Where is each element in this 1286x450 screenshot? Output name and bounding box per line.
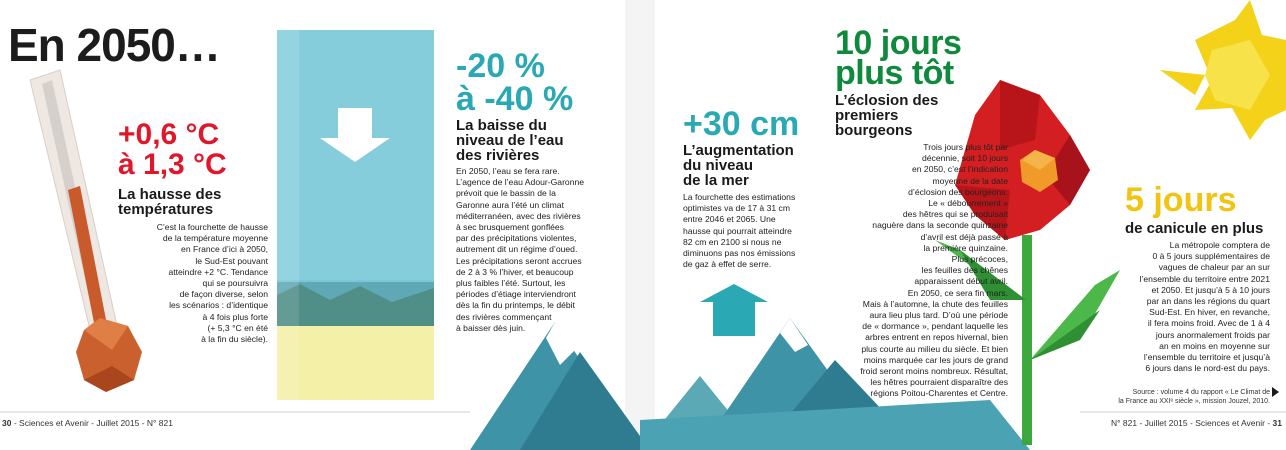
footer-left-page-number: 30 — [2, 418, 12, 428]
temperature-subtitle-line2: températures — [118, 201, 214, 218]
buds-subtitle-line2: premiers — [835, 107, 899, 124]
buds-text: Trois jours plus tôt par décennie, soit 10 jours en 2050, c’est l’indication moyenne de la date d’éclosion des bourgeons. Le « débourrement » des hêtres qui se produisait naguère dans la seconde quinzaine d’avril est déjà passé à la première quinzaine. Plus précoces, les feuilles des chênes apparaissent début avril. En 2050, ce sera fin mars. Mais à l’automne, la chute des feuilles aura lieu plus tard. D’où une période de « dormance », pendant laquelle les arbres entrent en repos hivernal, bien plus courte au milieu du siècle. Et bien moins marquée car les jours de grand froid seront moins nombreux. Résultat, les hêtres pourraient disparaître des régions Poitou-Charentes et Centre. — [860, 142, 1008, 399]
buds-figure — [835, 24, 962, 92]
rivers-figure-line1: -20 % — [456, 47, 545, 85]
temperature-subtitle-line1: La hausse des — [118, 186, 222, 203]
up-arrow-icon — [700, 284, 768, 336]
rivers-figure — [456, 47, 574, 118]
sea-subtitle-line1: L’augmentation — [683, 142, 794, 159]
sea-subtitle-line3: de la mer — [683, 172, 749, 189]
rivers-subtitle-line2: niveau de l’eau — [456, 132, 564, 149]
sea-subtitle — [683, 143, 794, 188]
buds-subtitle-line3: bourgeons — [835, 122, 913, 139]
water-column-illustration — [277, 30, 434, 400]
rivers-text: En 2050, l’eau se fera rare. L’agence de l’eau Adour-Garonne prévoit que le bassin de la Garonne aura l’été un climat méditerranéen, avec des rivières à sec brusquement gonflées par des précipitations violentes, autrement dit un régime d’oued. Les précipitations seront accrues de 2 à 3 % l’hiver, et beaucoup plus faibles l’été. Surtout, les périodes d’étiage interviendront dès la fin du printemps, le débit des rivières commençant à baisser dès juin. — [456, 166, 585, 333]
heatwave-source: Source : volume 4 du rapport « Le Climat de la France au XXIᵉ siècle », mission Jouzel, 2010. — [1118, 389, 1270, 405]
temperature-figure — [118, 120, 227, 180]
heatwave-text: La métropole comptera de 0 à 5 jours supplémentaires de vagues de chaleur par an sur l’ensemble du territoire entre 2021 et 2050. Et jusqu’à 5 à 10 jours par an dans les régions du quart Sud-Est. En hiver, en revanche, il fera moins froid. Avec de 1 à 4 jours anormalement froids par an en moins en moyenne sur l’ensemble du territoire et jusqu’à 6 jours dans le nord-est du pays. — [1139, 240, 1270, 374]
heatwave-subtitle: de canicule en plus — [1125, 220, 1264, 237]
footer-right-page-number: 31 — [1272, 418, 1282, 428]
sea-figure: +30 cm — [683, 105, 800, 143]
footer-left-text: - Sciences et Avenir - Juillet 2015 - N° 821 — [11, 418, 173, 428]
buds-subtitle-line1: L’éclosion des — [835, 92, 939, 109]
buds-subtitle — [835, 93, 938, 138]
sea-text: La fourchette des estimations optimistes va de 17 à 31 cm entre 2046 et 2065. Une hausse qui pourrait atteindre 82 cm en 2100 si nous ne diminuons pas nos émissions de gaz à effet de serre. — [683, 192, 796, 270]
temperature-text: C’est la fourchette de hausse de la température moyenne en France d’ici à 2050, le Sud-Est pouvant atteindre +2 °C. Tendance qui se poursuivra de façon diverse, selon les scénarios : d’identique à 4 fois plus forte (+ 5,3 °C en été à la fin du siècle). — [156, 222, 268, 345]
temperature-figure-line2: à 1,3 °C — [118, 148, 227, 181]
footer-left — [2, 418, 173, 428]
buds-figure-line1: 10 jours — [835, 24, 962, 62]
temperature-figure-line1: +0,6 °C — [118, 118, 220, 151]
rivers-subtitle — [456, 118, 564, 163]
rivers-subtitle-line3: des rivières — [456, 147, 540, 164]
footer-right — [1111, 418, 1282, 428]
sea-subtitle-line2: du niveau — [683, 157, 754, 174]
next-page-arrow-icon[interactable] — [1272, 387, 1279, 397]
rivers-figure-line2: à -40 % — [456, 80, 574, 118]
heatwave-figure: 5 jours — [1125, 181, 1237, 219]
sun-illustration — [1160, 0, 1286, 140]
rivers-subtitle-line1: La baisse du — [456, 117, 547, 134]
page-headline: En 2050… — [8, 19, 220, 71]
buds-figure-line2: plus tôt — [835, 54, 954, 92]
temperature-subtitle — [118, 187, 221, 217]
footer-right-text: N° 821 - Juillet 2015 - Sciences et Avenir - — [1111, 418, 1273, 428]
